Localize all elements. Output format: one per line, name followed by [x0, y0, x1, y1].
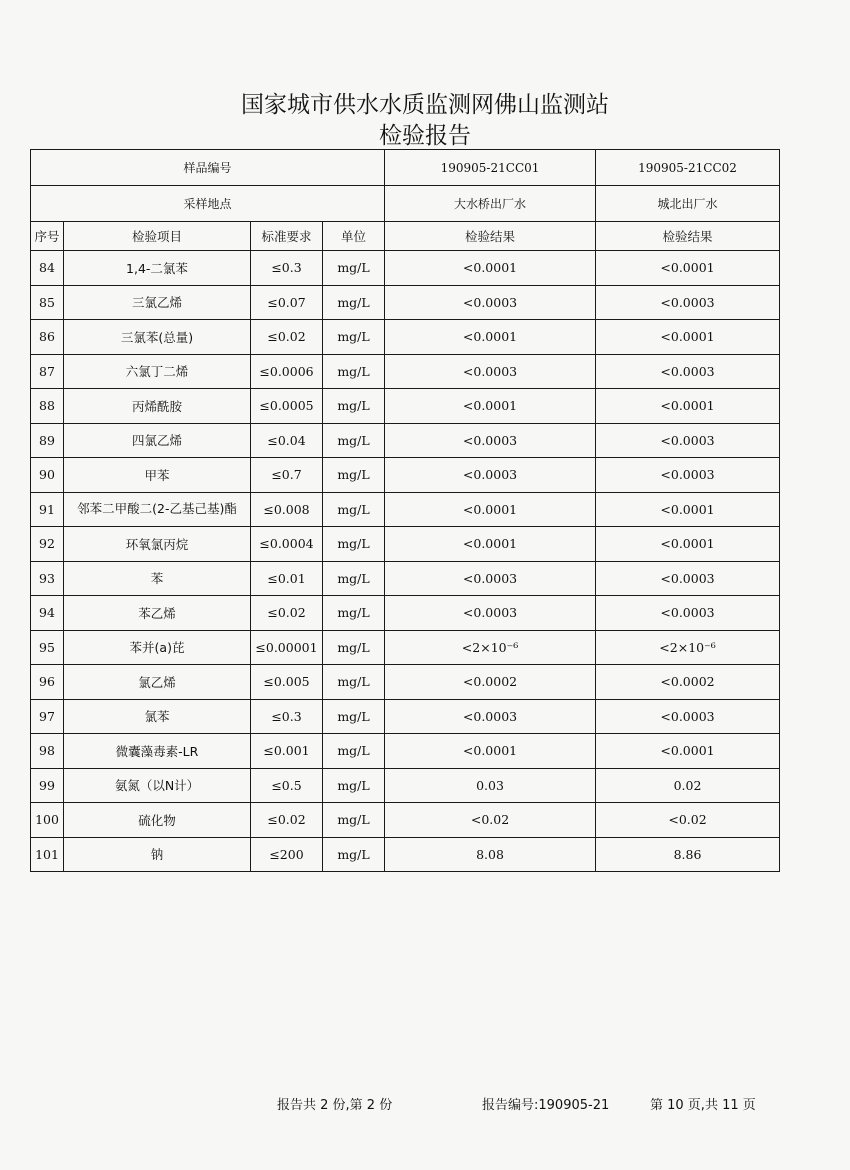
row-result-1: <0.0001 [385, 251, 596, 286]
row-number: 84 [31, 251, 64, 286]
row-standard: ≤0.008 [251, 492, 323, 527]
row-item: 苯乙烯 [64, 596, 251, 631]
row-result-1: <0.0003 [385, 596, 596, 631]
sampling-site-label: 采样地点 [31, 186, 385, 222]
row-result-1: 0.03 [385, 768, 596, 803]
col-header-item: 检验项目 [64, 222, 251, 251]
row-item: 氯苯 [64, 699, 251, 734]
row-item: 1,4-二氯苯 [64, 251, 251, 286]
row-result-2: <0.0003 [596, 285, 780, 320]
row-result-2: <0.0003 [596, 458, 780, 493]
table-row [31, 699, 780, 734]
table-row [31, 803, 780, 838]
row-standard: ≤0.0004 [251, 527, 323, 562]
table-row [31, 837, 780, 872]
row-result-2: 8.86 [596, 837, 780, 872]
row-result-2: <0.0001 [596, 251, 780, 286]
row-standard: ≤0.005 [251, 665, 323, 700]
row-unit: mg/L [323, 596, 385, 631]
row-result-1: <0.0001 [385, 389, 596, 424]
row-unit: mg/L [323, 320, 385, 355]
row-number: 100 [31, 803, 64, 838]
row-result-2: <0.0003 [596, 423, 780, 458]
row-unit: mg/L [323, 458, 385, 493]
row-item: 苯 [64, 561, 251, 596]
row-result-1: <0.0003 [385, 423, 596, 458]
table-row [31, 734, 780, 769]
row-result-1: <0.0001 [385, 527, 596, 562]
table-row [31, 458, 780, 493]
row-result-1: <0.0003 [385, 354, 596, 389]
row-unit: mg/L [323, 423, 385, 458]
row-result-1: <0.0001 [385, 734, 596, 769]
row-number: 95 [31, 630, 64, 665]
row-result-2: <0.0001 [596, 320, 780, 355]
col-header-no: 序号 [31, 222, 64, 251]
row-standard: ≤0.0006 [251, 354, 323, 389]
row-result-2: <0.0003 [596, 596, 780, 631]
table-row [31, 527, 780, 562]
row-standard: ≤0.00001 [251, 630, 323, 665]
row-result-1: <0.0003 [385, 699, 596, 734]
row-item: 氨氮（以N计） [64, 768, 251, 803]
row-result-2: <0.0003 [596, 561, 780, 596]
row-result-1: <0.02 [385, 803, 596, 838]
sampling-site-1: 大水桥出厂水 [385, 186, 596, 222]
row-number: 90 [31, 458, 64, 493]
row-result-1: <0.0001 [385, 320, 596, 355]
row-number: 87 [31, 354, 64, 389]
table-row [31, 630, 780, 665]
row-item: 氯乙烯 [64, 665, 251, 700]
row-result-1: <2×10⁻⁶ [385, 630, 596, 665]
row-result-2: <0.0001 [596, 734, 780, 769]
sample-number-label: 样品编号 [31, 150, 385, 186]
row-result-1: <0.0003 [385, 561, 596, 596]
row-unit: mg/L [323, 561, 385, 596]
row-item: 丙烯酰胺 [64, 389, 251, 424]
row-item: 四氯乙烯 [64, 423, 251, 458]
row-unit: mg/L [323, 734, 385, 769]
row-standard: ≤0.5 [251, 768, 323, 803]
row-unit: mg/L [323, 285, 385, 320]
row-item: 三氯苯(总量) [64, 320, 251, 355]
row-number: 98 [31, 734, 64, 769]
row-standard: ≤0.3 [251, 699, 323, 734]
row-result-1: <0.0003 [385, 285, 596, 320]
row-number: 94 [31, 596, 64, 631]
row-unit: mg/L [323, 803, 385, 838]
row-number: 101 [31, 837, 64, 872]
row-number: 89 [31, 423, 64, 458]
col-header-unit: 单位 [323, 222, 385, 251]
row-item: 苯并(a)芘 [64, 630, 251, 665]
row-number: 99 [31, 768, 64, 803]
row-unit: mg/L [323, 354, 385, 389]
row-standard: ≤0.3 [251, 251, 323, 286]
table-row [31, 320, 780, 355]
row-standard: ≤0.02 [251, 596, 323, 631]
sample-number-1: 190905-21CC01 [385, 150, 596, 186]
row-unit: mg/L [323, 837, 385, 872]
row-unit: mg/L [323, 527, 385, 562]
table-row [31, 285, 780, 320]
report-title-line1: 国家城市供水水质监测网佛山监测站 [241, 92, 609, 118]
row-unit: mg/L [323, 699, 385, 734]
row-number: 96 [31, 665, 64, 700]
row-unit: mg/L [323, 630, 385, 665]
sample-number-row [31, 150, 780, 186]
row-result-2: <0.0001 [596, 527, 780, 562]
row-result-1: 8.08 [385, 837, 596, 872]
row-standard: ≤0.02 [251, 803, 323, 838]
row-unit: mg/L [323, 492, 385, 527]
row-result-2: <2×10⁻⁶ [596, 630, 780, 665]
row-result-2: <0.0003 [596, 699, 780, 734]
table-row [31, 423, 780, 458]
table-row [31, 768, 780, 803]
row-result-2: <0.0003 [596, 354, 780, 389]
table-row [31, 389, 780, 424]
row-result-1: <0.0001 [385, 492, 596, 527]
row-unit: mg/L [323, 665, 385, 700]
table-row [31, 561, 780, 596]
row-item: 微囊藻毒素-LR [64, 734, 251, 769]
row-standard: ≤0.02 [251, 320, 323, 355]
row-result-1: <0.0003 [385, 458, 596, 493]
sampling-site-row [31, 186, 780, 222]
row-standard: ≤0.07 [251, 285, 323, 320]
row-number: 92 [31, 527, 64, 562]
column-header-row [31, 222, 780, 251]
table-row [31, 665, 780, 700]
table-row [31, 492, 780, 527]
row-number: 86 [31, 320, 64, 355]
row-standard: ≤0.001 [251, 734, 323, 769]
row-item: 环氧氯丙烷 [64, 527, 251, 562]
row-result-2: <0.0001 [596, 389, 780, 424]
sampling-site-2: 城北出厂水 [596, 186, 780, 222]
footer-report-number: 报告编号:190905-21 [482, 1098, 610, 1113]
row-result-2: <0.0001 [596, 492, 780, 527]
row-result-2: <0.02 [596, 803, 780, 838]
sample-number-2: 190905-21CC02 [596, 150, 780, 186]
col-header-result-2: 检验结果 [596, 222, 780, 251]
row-number: 93 [31, 561, 64, 596]
row-standard: ≤0.7 [251, 458, 323, 493]
footer-page-info: 第 10 页,共 11 页 [650, 1098, 756, 1113]
row-item: 邻苯二甲酸二(2-乙基己基)酯 [64, 492, 251, 527]
row-item: 硫化物 [64, 803, 251, 838]
row-unit: mg/L [323, 768, 385, 803]
row-item: 钠 [64, 837, 251, 872]
footer-copies: 报告共 2 份,第 2 份 [277, 1098, 393, 1113]
row-unit: mg/L [323, 251, 385, 286]
row-unit: mg/L [323, 389, 385, 424]
row-result-2: <0.0002 [596, 665, 780, 700]
table-row [31, 354, 780, 389]
table-row [31, 251, 780, 286]
row-item: 六氯丁二烯 [64, 354, 251, 389]
table-row [31, 596, 780, 631]
row-standard: ≤0.01 [251, 561, 323, 596]
row-number: 97 [31, 699, 64, 734]
report-title-line2: 检验报告 [379, 123, 471, 149]
col-header-result-1: 检验结果 [385, 222, 596, 251]
row-number: 88 [31, 389, 64, 424]
row-item: 三氯乙烯 [64, 285, 251, 320]
row-result-1: <0.0002 [385, 665, 596, 700]
row-standard: ≤200 [251, 837, 323, 872]
results-table [30, 149, 780, 872]
row-number: 85 [31, 285, 64, 320]
row-standard: ≤0.04 [251, 423, 323, 458]
row-item: 甲苯 [64, 458, 251, 493]
row-result-2: 0.02 [596, 768, 780, 803]
row-standard: ≤0.0005 [251, 389, 323, 424]
col-header-standard: 标准要求 [251, 222, 323, 251]
row-number: 91 [31, 492, 64, 527]
